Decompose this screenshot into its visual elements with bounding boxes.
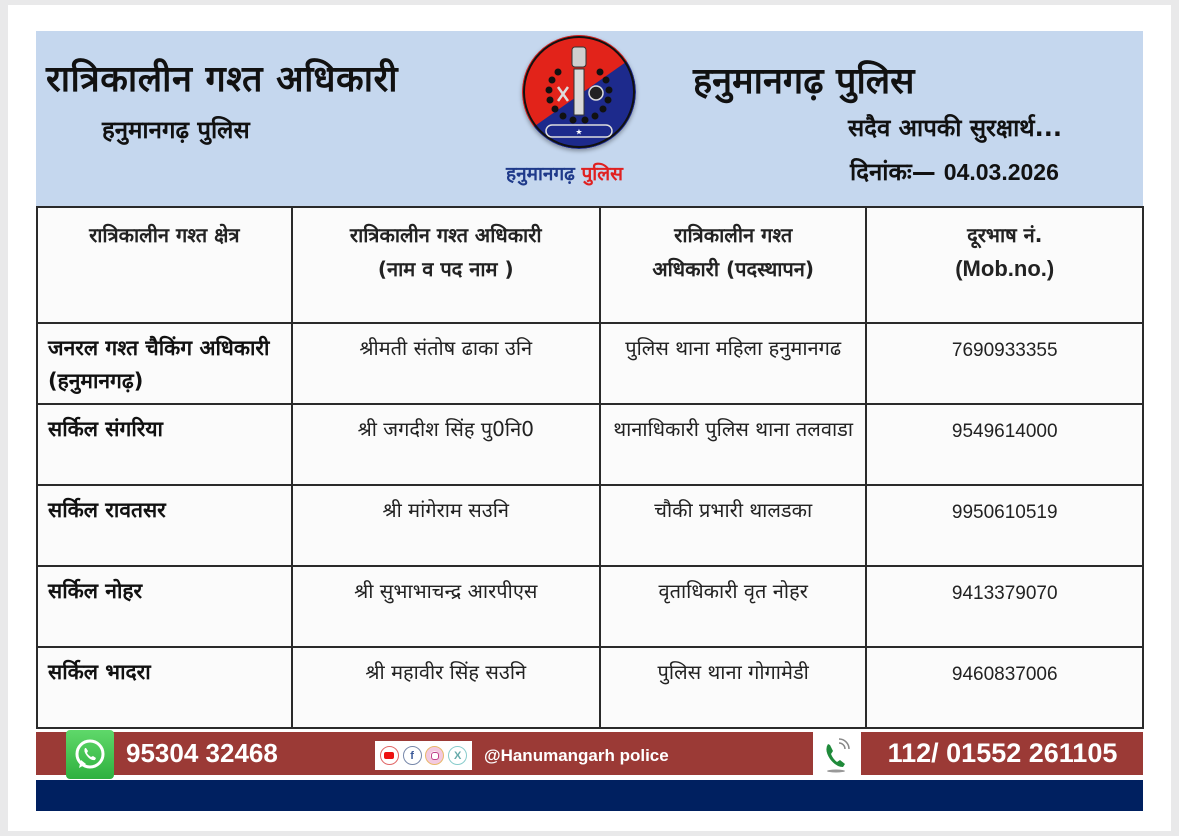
svg-text:★: ★ [575,127,583,137]
footer-navy-bar [36,780,1143,811]
cell-posting: थानाधिकारी पुलिस थाना तलवाडा [600,404,867,485]
date-line [850,155,1059,188]
cell-officer: श्रीमती संतोष ढाका उनि [292,323,600,404]
cell-posting: चौकी प्रभारी थालडका [600,485,867,566]
cell-phone: 9460837006 [866,647,1143,728]
table-row [37,566,1143,647]
cell-phone: 9549614000 [866,404,1143,485]
instagram-icon [425,746,444,765]
date-value: 04.03.2026 [943,159,1059,185]
cell-officer: श्री मांगेराम सउनि [292,485,600,566]
column-header-posting: रात्रिकालीन गश्त अधिकारी (पदस्थापन) [600,207,867,323]
cell-area: सर्किल संगरिया [37,404,292,485]
cell-posting: वृताधिकारी वृत नोहर [600,566,867,647]
cell-phone: 9413379070 [866,566,1143,647]
patrol-officer-table [36,206,1144,729]
column-header-phone: दूरभाष नं. (Mob.no.) [866,207,1143,323]
column-header-officer: रात्रिकालीन गश्त अधिकारी (नाम व पद नाम ) [292,207,600,323]
social-icons [375,741,472,770]
table-row [37,485,1143,566]
helpline-number: 112/ 01552 261105 [862,732,1143,775]
whatsapp-number: 95304 32468 [126,738,278,768]
social-handle: @Hanumangarh police [484,746,669,765]
cell-phone: 9950610519 [866,485,1143,566]
whatsapp-icon [66,730,114,779]
cell-area: सर्किल भादरा [37,647,292,728]
cell-phone: 7690933355 [866,323,1143,404]
youtube-icon [380,746,399,765]
table-header-row [37,207,1143,323]
column-header-area: रात्रिकालीन गश्त क्षेत्र [37,207,292,323]
police-emblem-icon [522,35,636,149]
org-title: हनुमानगढ़ पुलिस [693,61,915,102]
cell-officer: श्री महावीर सिंह सउनि [292,647,600,728]
cell-officer: श्री सुभाभाचन्द्र आरपीएस [292,566,600,647]
tagline: सदैव आपकी सुरक्षार्थ... [848,114,1062,142]
table-row [37,323,1143,404]
table-row [37,404,1143,485]
date-label: दिनांकः— [850,158,936,186]
cell-posting: पुलिस थाना महिला हनुमानगढ [600,323,867,404]
cell-area: सर्किल रावतसर [37,485,292,566]
page-title: रात्रिकालीन गश्त अधिकारी [46,59,399,100]
table-row [37,647,1143,728]
facebook-icon: f [403,746,422,765]
phone-ringing-icon [813,732,861,780]
logo-caption: हनुमानगढ़ पुलिस [506,163,623,185]
cell-posting: पुलिस थाना गोगामेडी [600,647,867,728]
cell-area: सर्किल नोहर [37,566,292,647]
cell-area: जनरल गश्त चैकिंग अधिकारी (हनुमानगढ़) [37,323,292,404]
header-banner [36,31,1143,206]
x-icon: X [448,746,467,765]
page-subtitle: हनुमानगढ़ पुलिस [102,116,250,144]
cell-officer: श्री जगदीश सिंह पु0नि0 [292,404,600,485]
